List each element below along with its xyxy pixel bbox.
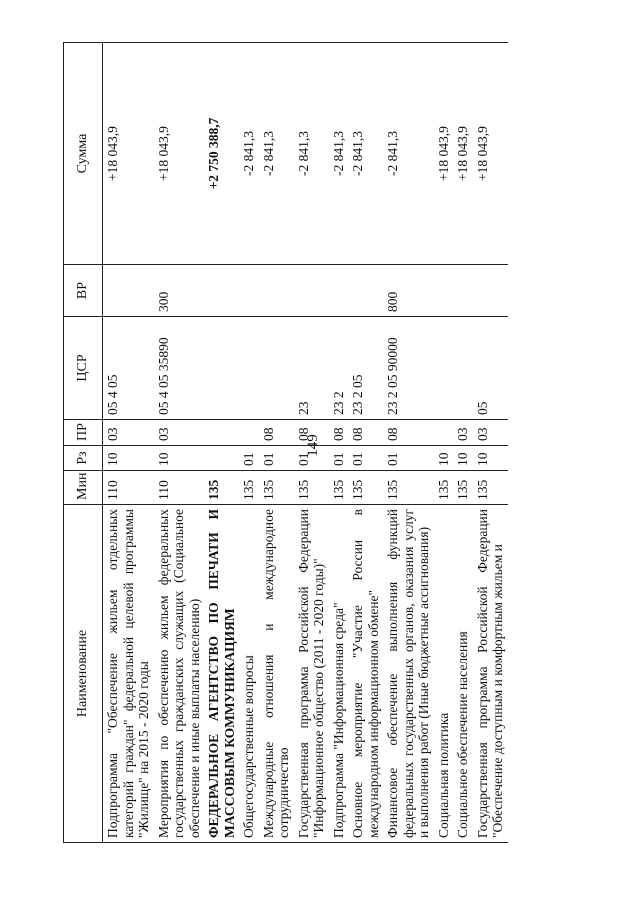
cell-min: 110 bbox=[154, 471, 205, 505]
cell-sum: -2 841,3 bbox=[259, 43, 294, 265]
cell-min: 135 bbox=[204, 471, 239, 505]
header-name: Наименование bbox=[64, 505, 103, 843]
rotated-page bbox=[63, 43, 609, 843]
cell-sum: +18 043,9 bbox=[103, 43, 154, 265]
cell-vr bbox=[294, 265, 329, 317]
cell-name: Государственная программа Российской Федерации "Обеспечение доступным и комфортным жильем и bbox=[473, 505, 508, 843]
cell-name: Подпрограмма "Информационная среда" bbox=[329, 505, 349, 843]
cell-rz: 01 bbox=[348, 446, 383, 471]
table-row bbox=[329, 43, 349, 843]
cell-csr: 05 bbox=[473, 317, 508, 420]
cell-pr: 03 bbox=[103, 420, 154, 446]
cell-rz: 01 bbox=[383, 446, 434, 471]
cell-csr bbox=[239, 317, 259, 420]
cell-sum: -2 841,3 bbox=[294, 43, 329, 265]
cell-sum: -2 841,3 bbox=[383, 43, 434, 265]
budget-table bbox=[63, 42, 508, 843]
cell-vr: 300 bbox=[154, 265, 205, 317]
header-min: Мин bbox=[64, 471, 103, 505]
table-row bbox=[259, 43, 294, 843]
cell-min: 110 bbox=[103, 471, 154, 505]
cell-name: Социальная политика bbox=[434, 505, 454, 843]
cell-sum: -2 841,3 bbox=[329, 43, 349, 265]
cell-rz: 01 bbox=[239, 446, 259, 471]
cell-rz: 01 bbox=[294, 446, 329, 471]
cell-sum: +18 043,9 bbox=[453, 43, 473, 265]
cell-pr bbox=[239, 420, 259, 446]
cell-pr: 08 bbox=[294, 420, 329, 446]
cell-min: 135 bbox=[329, 471, 349, 505]
cell-min: 135 bbox=[383, 471, 434, 505]
cell-name: Социальное обеспечение населения bbox=[453, 505, 473, 843]
cell-vr: 800 bbox=[383, 265, 434, 317]
cell-csr: 05 4 05 35890 bbox=[154, 317, 205, 420]
header-sum: Сумма bbox=[64, 43, 103, 265]
header-vr: ВР bbox=[64, 265, 103, 317]
cell-csr: 23 2 bbox=[329, 317, 349, 420]
cell-sum: +18 043,9 bbox=[434, 43, 454, 265]
cell-sum: +18 043,9 bbox=[154, 43, 205, 265]
cell-min: 135 bbox=[239, 471, 259, 505]
cell-name: Подпрограмма "Обеспечение жильем отдельных категорий граждан" федеральной целевой программы "Жилище" на 2015 - 2020 годы bbox=[103, 505, 154, 843]
cell-csr bbox=[453, 317, 473, 420]
cell-pr bbox=[434, 420, 454, 446]
cell-min: 135 bbox=[434, 471, 454, 505]
cell-min: 135 bbox=[453, 471, 473, 505]
table-header bbox=[64, 43, 103, 843]
cell-csr bbox=[259, 317, 294, 420]
cell-vr bbox=[259, 265, 294, 317]
cell-pr: 03 bbox=[453, 420, 473, 446]
cell-vr bbox=[103, 265, 154, 317]
table-row bbox=[239, 43, 259, 843]
cell-csr: 23 2 05 90000 bbox=[383, 317, 434, 420]
cell-rz: 10 bbox=[103, 446, 154, 471]
cell-min: 135 bbox=[294, 471, 329, 505]
cell-pr: 03 bbox=[473, 420, 508, 446]
cell-rz: 10 bbox=[434, 446, 454, 471]
table-row bbox=[348, 43, 383, 843]
table-row bbox=[434, 43, 454, 843]
table-row bbox=[473, 43, 508, 843]
cell-vr bbox=[453, 265, 473, 317]
page-number: 149 bbox=[304, 434, 321, 457]
cell-name: Финансовое обеспечение выполнения функций федеральных государственных органов, оказания услуг и выполнения работ (Иные бюджетные ассигнования) bbox=[383, 505, 434, 843]
cell-pr: 08 bbox=[383, 420, 434, 446]
cell-name: Государственная программа Российской Федерации "Информационное общество (2011 - 2020 годы)" bbox=[294, 505, 329, 843]
table-row bbox=[383, 43, 434, 843]
cell-sum: +2 750 388,7 bbox=[204, 43, 239, 265]
cell-pr bbox=[204, 420, 239, 446]
cell-pr: 08 bbox=[259, 420, 294, 446]
cell-min: 135 bbox=[473, 471, 508, 505]
cell-name: Международные отношения и международное сотрудничество bbox=[259, 505, 294, 843]
header-csr: ЦСР bbox=[64, 317, 103, 420]
cell-csr: 05 4 05 bbox=[103, 317, 154, 420]
cell-vr bbox=[329, 265, 349, 317]
cell-min: 135 bbox=[348, 471, 383, 505]
cell-vr bbox=[239, 265, 259, 317]
table-row bbox=[103, 43, 154, 843]
cell-csr: 23 bbox=[294, 317, 329, 420]
cell-name: Основное мероприятие "Участие России в международном информационном обмене" bbox=[348, 505, 383, 843]
cell-sum: -2 841,3 bbox=[239, 43, 259, 265]
cell-sum: -2 841,3 bbox=[348, 43, 383, 265]
header-rz: Рз bbox=[64, 446, 103, 471]
cell-name: Мероприятия по обеспечению жильем федеральных государственных гражданских служащих (Социальное обеспечение и иные выплаты населению) bbox=[154, 505, 205, 843]
cell-rz: 01 bbox=[259, 446, 294, 471]
cell-rz bbox=[204, 446, 239, 471]
cell-csr: 23 2 05 bbox=[348, 317, 383, 420]
cell-pr: 03 bbox=[154, 420, 205, 446]
cell-vr bbox=[348, 265, 383, 317]
cell-rz: 10 bbox=[154, 446, 205, 471]
header-pr: ПР bbox=[64, 420, 103, 446]
cell-vr bbox=[473, 265, 508, 317]
cell-csr bbox=[204, 317, 239, 420]
cell-vr bbox=[434, 265, 454, 317]
table-row bbox=[294, 43, 329, 843]
cell-pr: 08 bbox=[329, 420, 349, 446]
cell-vr bbox=[204, 265, 239, 317]
cell-rz: 01 bbox=[329, 446, 349, 471]
table-row bbox=[204, 43, 239, 843]
cell-rz: 10 bbox=[453, 446, 473, 471]
cell-min: 135 bbox=[259, 471, 294, 505]
table-row bbox=[453, 43, 473, 843]
table-row bbox=[154, 43, 205, 843]
cell-name: Общегосударственные вопросы bbox=[239, 505, 259, 843]
cell-sum: +18 043,9 bbox=[473, 43, 508, 265]
cell-rz: 10 bbox=[473, 446, 508, 471]
cell-pr: 08 bbox=[348, 420, 383, 446]
cell-csr bbox=[434, 317, 454, 420]
cell-name: ФЕДЕРАЛЬНОЕ АГЕНТСТВО ПО ПЕЧАТИ И МАССОВЫМ КОММУНИКАЦИЯМ bbox=[204, 505, 239, 843]
